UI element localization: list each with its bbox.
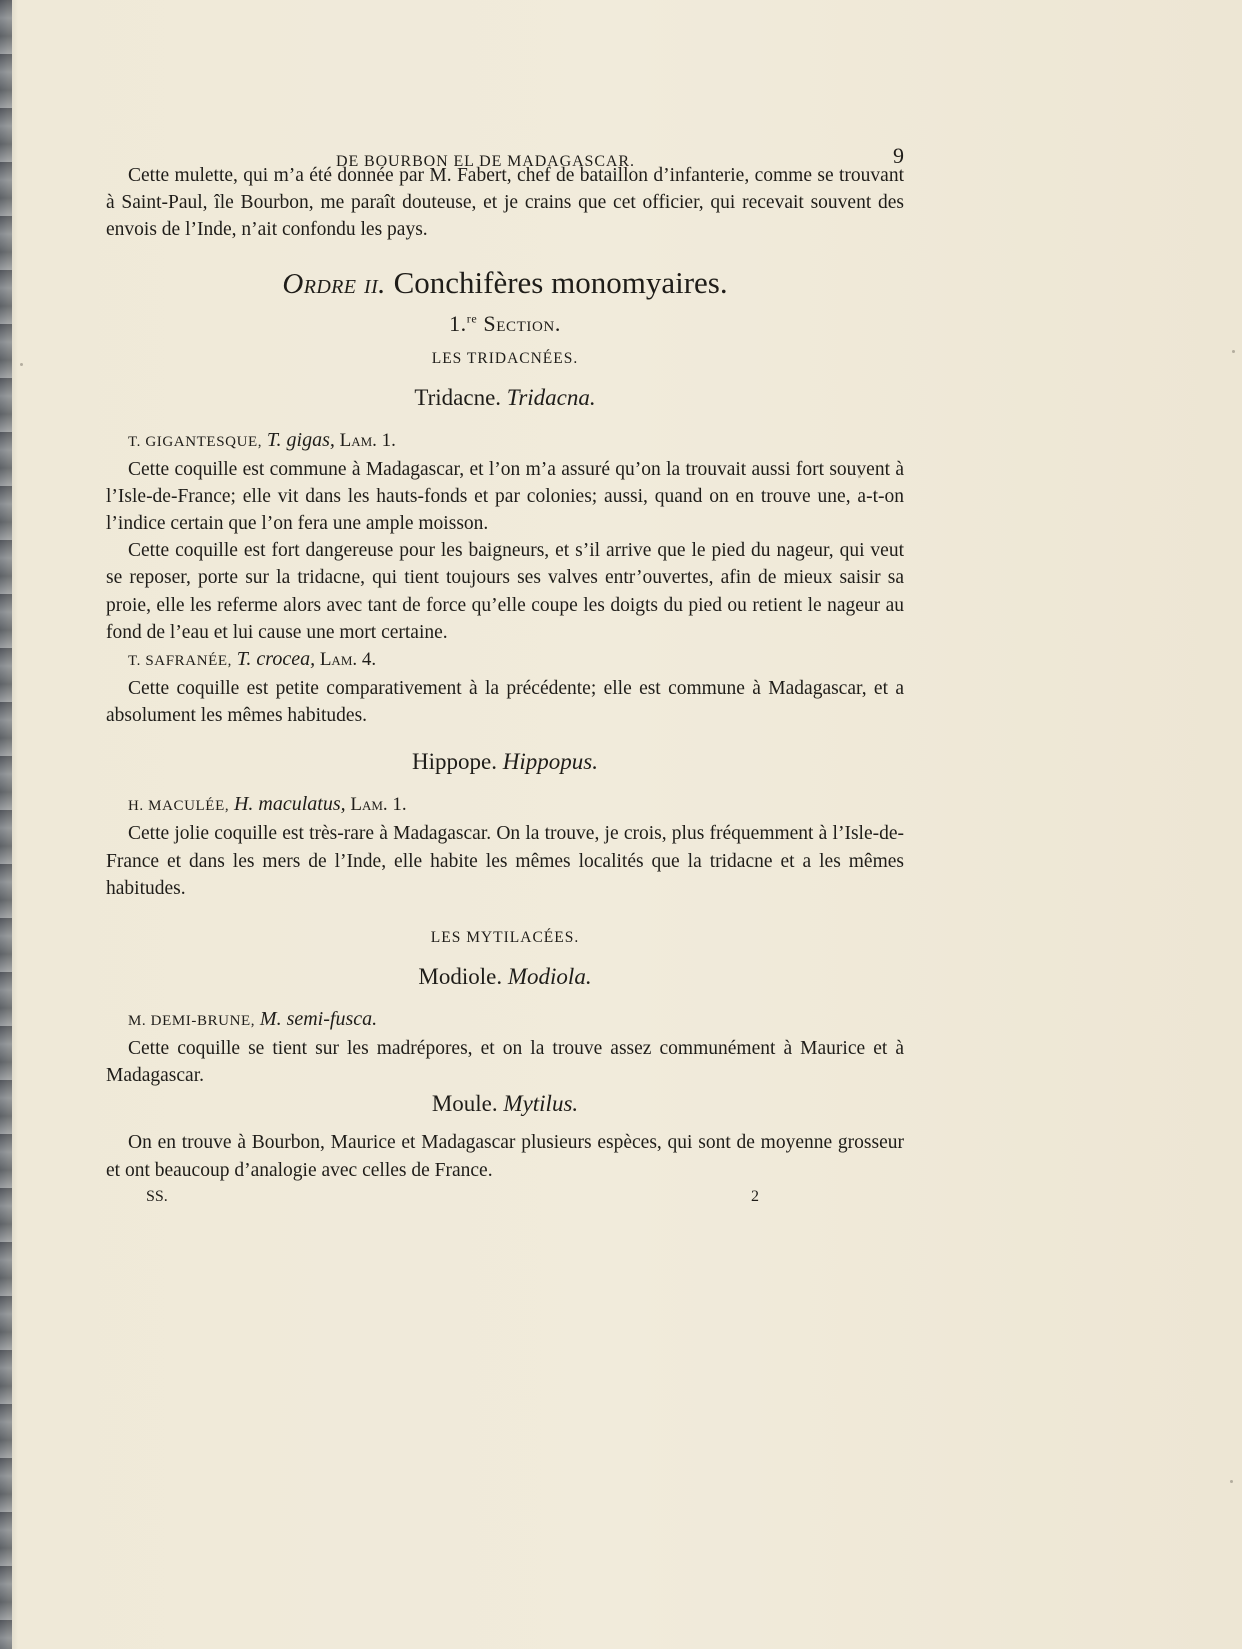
species-t-gigantesque-latin: T. gigas, [266,428,335,451]
genus-modiole-heading [106,962,904,992]
species-h-maculee-author: Lam. 1. [350,794,407,816]
genus-hippope-common: Hippope. [412,749,497,775]
t-safranee-paragraph: Cette coquille est petite comparativement à la précédente; elle est commune à Madagascar, et a absolument les mêmes habitudes. [106,678,904,727]
intro-paragraph: Cette mulette, qui m’a été donnée par M. Fabert, chef de bataillon d’infanterie, comme se trouvant à Saint-Paul, île Bourbon, me paraît douteuse, et je crains que cet officier, qui recevait souvent des envois de l’Inde, n’ait confondu les pays. [106,165,904,241]
section-superscript: re [466,311,478,326]
m-demi-brune-paragraph: Cette coquille se tient sur les madrépores, et on la trouve assez communément à Maurice et à Madagascar. [106,1038,904,1087]
species-t-gigantesque-author: Lam. 1. [339,429,396,451]
signature-footer [106,1188,904,1218]
signature-mark: SS. [146,1187,168,1205]
t-gigantesque-paragraph-2: Cette coquille est fort dangereuse pour les baigneurs, et s’il arrive que le pied du nageur, qui veut se reposer, porte sur la tridacne, qui tient toujours ses valves entr’ouvertes, afin de mieux saisir sa proie, elle les referme alors avec tant de force qu’elle coupe les doigts du pied ou retient le nageur au fond de l’eau et lui cause une mort certaine. [106,540,904,643]
species-t-gigantesque-line [128,427,904,456]
genus-hippope-latin: Hippopus. [502,749,598,775]
order-label: Ordre ii. [282,267,386,300]
section-word: Section. [483,310,561,336]
section-number: 1. [449,310,467,336]
species-m-demi-brune-latin: M. semi-fusca. [259,1008,378,1031]
running-header [106,136,904,170]
sheet-number: 2 [751,1187,759,1205]
species-t-safranee-author: Lam. 4. [319,649,377,671]
book-binding-edge [0,0,12,1649]
genus-hippope-heading [106,747,904,777]
t-gigantesque-paragraph-1: Cette coquille est commune à Madagascar, et l’on m’a assuré qu’on la trouvait aussi fort souvent à l’Isle-de-France; elle vit dans les hauts-fonds et par colonies; aussi, quand on en trouve une, a-t-on l’indice certain que l’on fera une ample moisson. [106,458,904,535]
moule-paragraph: On en trouve à Bourbon, Maurice et Madagascar plusieurs espèces, qui sont de moyenne grosseur et ont beaucoup d’analogie avec celles de France. [106,1132,904,1181]
family-mytilacees-title: LES MYTILACÉES. [430,929,580,947]
species-h-maculee-line [128,791,904,820]
section-heading [106,309,904,339]
species-t-safranee-line [128,646,904,675]
species-h-maculee-common: H. MACULÉE, [128,798,230,815]
genus-moule-heading [106,1089,904,1119]
paper-speck [1230,1480,1233,1483]
h-maculee-paragraph: Cette jolie coquille est très-rare à Madagascar. On la trouve, je crois, plus fréquemment à l’Isle-de-France et dans les mers de l’Inde, elle habite les mêmes localités que la tridacne et a les mêmes habitudes. [106,823,904,899]
species-t-safranee-common: T. SAFRANÉE, [128,653,233,670]
genus-modiole-common: Modiole. [418,964,503,990]
genus-tridacne-heading [106,383,904,413]
genus-tridacne-common: Tridacne. [414,384,502,410]
order-heading [106,264,904,303]
genus-modiole-latin: Modiola. [507,964,592,990]
species-h-maculee-latin: H. maculatus, [233,793,346,816]
page-number: 9 [893,143,904,168]
page-content [106,136,904,1218]
running-title: DE BOURBON EL DE MADAGASCAR. [336,153,635,170]
genus-moule-latin: Mytilus. [503,1091,579,1117]
species-m-demi-brune-line [128,1006,904,1035]
paper-speck [20,363,23,366]
species-t-gigantesque-common: T. GIGANTESQUE, [128,433,263,450]
order-title: Conchifères monomyaires. [393,264,728,300]
genus-tridacne-latin: Tridacna. [506,384,596,410]
species-t-safranee-latin: T. crocea, [236,648,316,671]
family-tridacnees-title: LES TRIDACNÉES. [431,349,579,367]
species-m-demi-brune-common: M. DEMI-BRUNE, [128,1013,256,1030]
genus-moule-common: Moule. [431,1091,498,1117]
paper-speck [1232,350,1235,353]
